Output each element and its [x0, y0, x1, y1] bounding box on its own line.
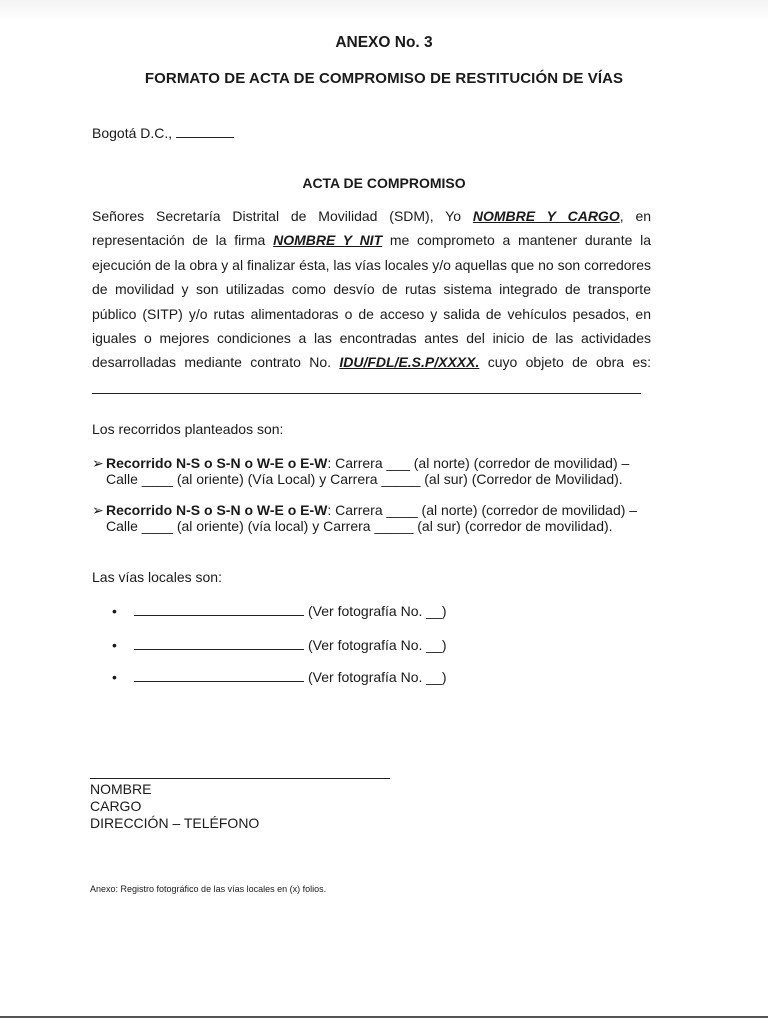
place-date-line [92, 123, 234, 141]
bullet-icon: • [112, 603, 117, 619]
signature-contact: DIRECCIÓN – TELÉFONO [90, 815, 260, 831]
arrow-bullet-icon: ➢ [92, 455, 104, 471]
local-roads-intro: Las vías locales son: [92, 569, 222, 585]
contract-placeholder: IDU/FDL/E.S.P/XXXX. [339, 354, 480, 371]
local-road-item: • (Ver fotografía No. __) [112, 603, 447, 619]
page-edge [0, 1016, 768, 1018]
route-item: ➢ Recorrido N-S o S-N o W-E o E-W: Carrera ___ (al norte) (corredor de movilidad) – Calle ____ (al oriente) (Vía Local) y Carrera _____ (al sur) (Corredor de Movilidad). [92, 455, 630, 487]
bullet-icon: • [112, 637, 117, 653]
paragraph-line: de movilidad y son utilizadas como desvío de rutas sistema integrado de transporte [92, 281, 651, 298]
road-blank [134, 635, 304, 650]
route-item: ➢ Recorrido N-S o S-N o W-E o E-W: Carrera ____ (al norte) (corredor de movilidad) – Calle ____ (al oriente) (vía local) y Carrera _____ (al sur) (corredor de movilidad). [92, 502, 638, 534]
work-object-blank [92, 393, 641, 394]
local-road-item: • (Ver fotografía No. __) [112, 637, 447, 653]
bullet-icon: • [112, 669, 117, 685]
signature-line [90, 778, 390, 779]
road-blank [134, 601, 304, 616]
acta-title: ACTA DE COMPROMISO [302, 175, 466, 191]
name-placeholder: NOMBRE Y CARGO [472, 208, 620, 224]
scan-shadow [0, 0, 768, 22]
commitment-paragraph [92, 204, 651, 375]
routes-intro: Los recorridos planteados son: [92, 421, 284, 437]
annex-note: Anexo: Registro fotográfico de las vías locales en (x) folios. [90, 884, 327, 894]
paragraph-line: representación de la firma NOMBRE Y NIT me comprometo a mantener durante la [92, 232, 651, 249]
route-title: Recorrido N-S o S-N o W-E o E-W [106, 455, 328, 471]
paragraph-line: desarrolladas mediante contrato No. IDU/FDL/E.S.P/XXXX. cuyo objeto de obra es: [92, 354, 652, 371]
signature-role: CARGO [90, 798, 142, 814]
place-label: Bogotá D.C., [92, 125, 173, 141]
paragraph-line: iguales o mejores condiciones a las encontradas antes del inicio de las actividades [92, 329, 651, 346]
route-title: Recorrido N-S o S-N o W-E o E-W [106, 502, 328, 518]
annex-title: ANEXO No. 3 [335, 34, 433, 51]
paragraph-line: ejecución de la obra y al finalizar ésta, las vías locales y/o aquellas que no son corredores [92, 256, 651, 273]
firm-placeholder: NOMBRE Y NIT [273, 232, 383, 249]
date-blank [176, 123, 234, 138]
signature-name: NOMBRE [90, 781, 152, 797]
arrow-bullet-icon: ➢ [92, 502, 104, 518]
local-road-item: • (Ver fotografía No. __) [112, 669, 447, 685]
form-title: FORMATO DE ACTA DE COMPROMISO DE RESTITUCIÓN DE VÍAS [144, 70, 624, 87]
paragraph-line: público (SITP) y/o rutas alimentadoras o de acceso y salida de vehículos pesados, en [92, 305, 651, 322]
paragraph-line: Señores Secretaría Distrital de Movilidad (SDM), Yo NOMBRE Y CARGO, en [92, 208, 652, 224]
road-blank [134, 667, 304, 682]
